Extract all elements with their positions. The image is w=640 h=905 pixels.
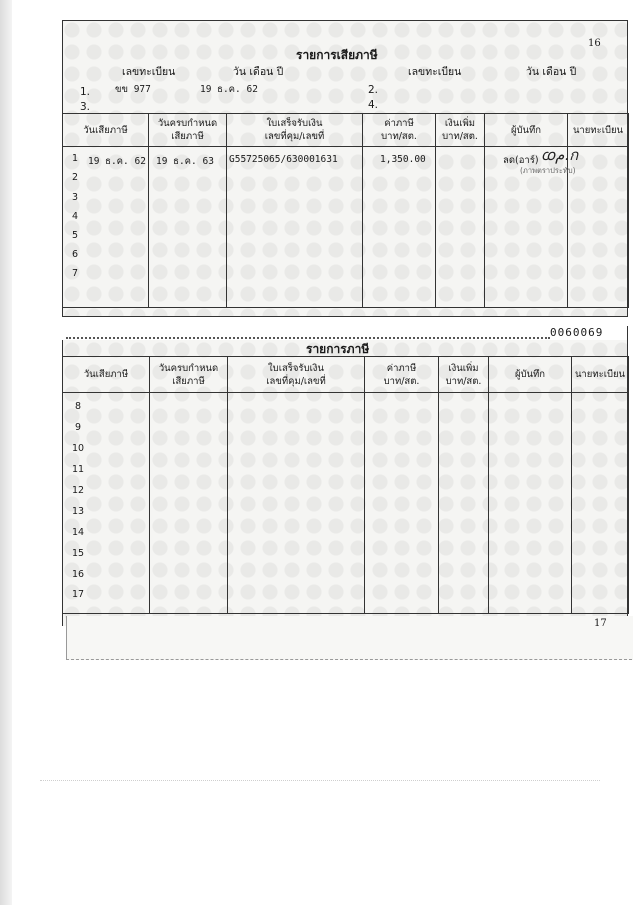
row1-due-date: 19 ธ.ค. 63: [156, 156, 214, 167]
row-number: 17: [72, 589, 85, 600]
col-header-receipt: ใบเสร็จรับเงิน เลขที่คุม/เลขที่: [227, 114, 363, 147]
col-header-tax: ค่าภาษี บาท/สต.: [363, 114, 436, 147]
reg-item-no: 3.: [80, 101, 91, 113]
col-header-recorder: ผู้บันทึก: [485, 114, 568, 147]
row1-receipt: G55725065/630001631: [229, 154, 338, 165]
panel1-top-border: [62, 20, 628, 21]
row1-tax: 1,350.00: [380, 154, 426, 165]
col-header-tax: ค่าภาษี บาท/สต.: [365, 357, 439, 393]
tax-table-2: [62, 356, 629, 614]
registrar-signature: ꭃم.ก: [541, 146, 579, 164]
row-number: 12: [72, 485, 85, 496]
reg-item-no: 2.: [368, 84, 379, 96]
reg-label-right: เลขทะเบียน: [408, 66, 462, 78]
col-header-registrar: นายทะเบียน: [572, 357, 629, 393]
section2-title: รายการภาษี: [306, 342, 370, 356]
row-number: 13: [72, 506, 85, 517]
row-number: 1: [72, 153, 79, 164]
col-header-receipt: ใบเสร็จรับเงิน เลขที่คุม/เลขที่: [228, 357, 365, 393]
col-header-registrar: นายทะเบียน: [568, 114, 629, 147]
reg-item-no: 4.: [368, 99, 379, 111]
row-number: 2: [72, 172, 79, 183]
row-number: 8: [75, 401, 82, 412]
col-header-paid-date: วันเสียภาษี: [63, 357, 150, 393]
row-number: 15: [72, 548, 85, 559]
scan-edge: [0, 0, 12, 905]
col-header-recorder: ผู้บันทึก: [489, 357, 572, 393]
panel2-footer: [66, 616, 633, 660]
row-number: 10: [72, 443, 85, 454]
row-number: 16: [72, 569, 85, 580]
col-header-due-date: วันครบกำหนด เสียภาษี: [150, 357, 228, 393]
row1-recorder: ลด(อาร์): [503, 155, 539, 166]
registrar-stamp: (ภาพตราประทับ): [520, 166, 576, 175]
reg-item-date: 19 ธ.ค. 62: [200, 84, 258, 95]
row-number: 5: [72, 230, 79, 241]
serial-number: 0060069: [550, 326, 604, 339]
row-number: 14: [72, 527, 85, 538]
panel2-bottom-edge: [66, 659, 632, 660]
reg-item-reg: ขข 977: [115, 84, 151, 95]
date-label-right: วัน เดือน ปี: [526, 66, 577, 78]
col-header-surcharge: เงินเพิ่ม บาท/สต.: [436, 114, 485, 147]
page-number-bottom: 17: [594, 618, 607, 629]
row-number: 6: [72, 249, 79, 260]
reg-item-no: 1.: [80, 86, 91, 98]
row-number: 11: [72, 464, 85, 475]
panel1-bottom-border: [62, 316, 628, 317]
row-number: 7: [72, 268, 79, 279]
row1-paid-date: 19 ธ.ค. 62: [88, 156, 146, 167]
section1-title: รายการเสียภาษี: [296, 48, 378, 62]
page-number-top: 16: [588, 38, 601, 49]
row-number: 4: [72, 211, 79, 222]
reg-label-left: เลขทะเบียน: [122, 66, 176, 78]
perforation-line: [66, 337, 550, 339]
row-number: 3: [72, 192, 79, 203]
date-label-left: วัน เดือน ปี: [233, 66, 284, 78]
row-number: 9: [75, 422, 82, 433]
col-header-paid-date: วันเสียภาษี: [63, 114, 149, 147]
scan-artifact-line: [40, 780, 600, 782]
col-header-surcharge: เงินเพิ่ม บาท/สต.: [439, 357, 489, 393]
col-header-due-date: วันครบกำหนด เสียภาษี: [149, 114, 227, 147]
